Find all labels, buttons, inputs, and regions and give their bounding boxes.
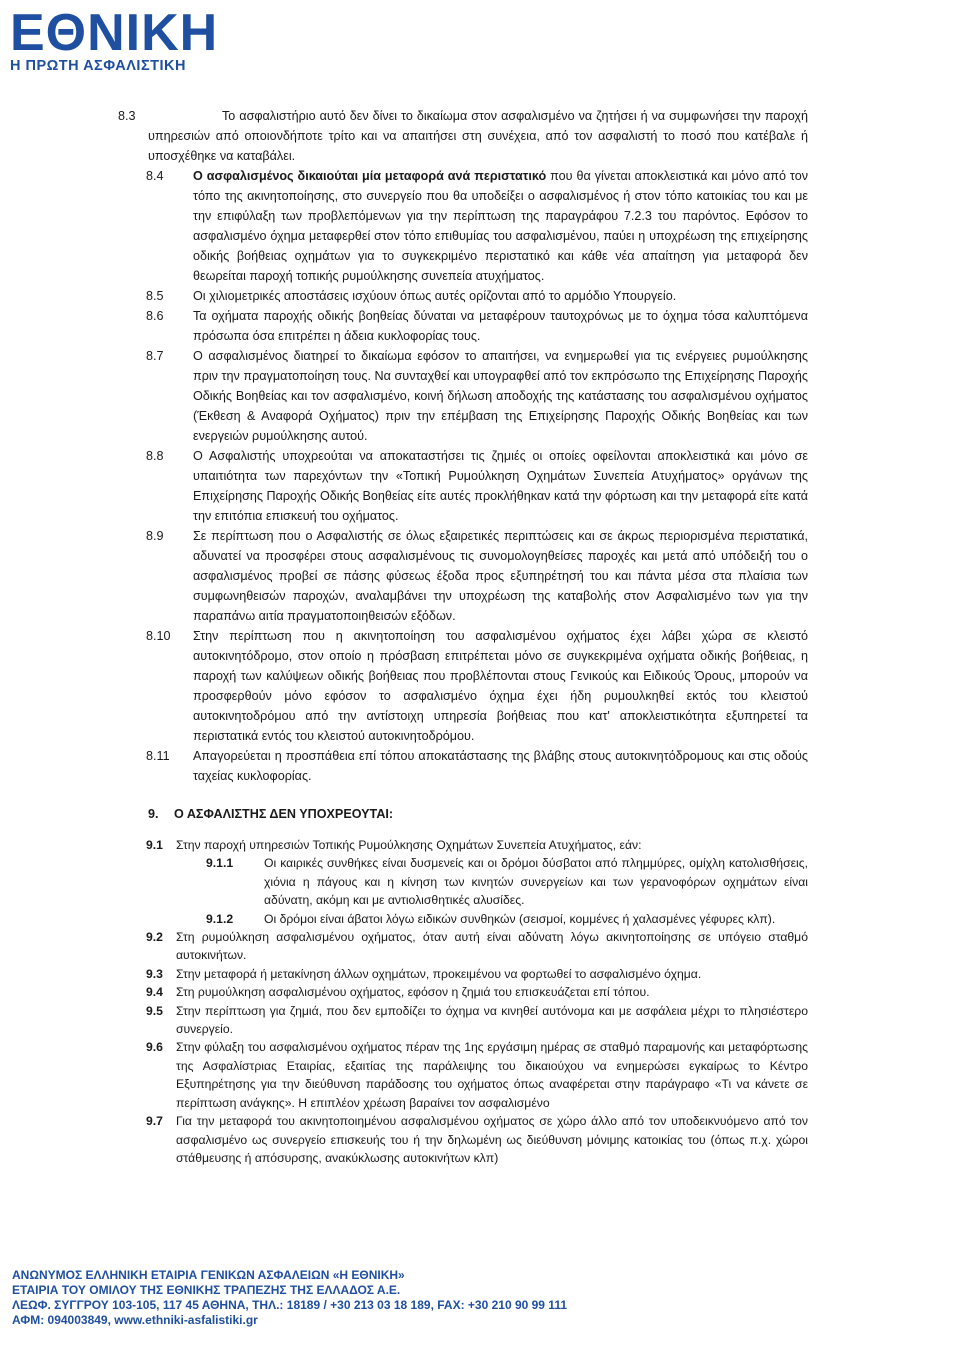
section-9-heading: [118, 804, 808, 824]
paragraph-text: Οι δρόμοι είναι άβατοι λόγω ειδικών συνθηκών (σεισμοί, κομμένες ή χαλασμένες γέφυρες κλπ).: [264, 911, 776, 926]
paragraph-8-11: [118, 746, 808, 786]
paragraph-number: 8.10: [146, 629, 171, 643]
paragraph-number: 9.4: [146, 985, 163, 1000]
paragraph-9-1-1: [206, 854, 808, 909]
paragraph-8-10: [118, 626, 808, 746]
paragraph-text: Στην περίπτωση που η ακινητοποίηση του ασφαλισμένου οχήματος έχει λάβει χώρα σε κλειστό αυτοκινητόδρομο, στον οποίο η πρόσβαση επιτρέπεται μόνο σε συγκεκριμένα οχήματα οδικής βοήθειας, η παροχή των καλύψεων οδικής βοήθειας που προβλέπονται στους Γενικούς και Ειδικούς Όρους, μπορούν να προσφερθούν μόνο εφόσον το ασφαλισμένο όχημα έχει ήδη ρυμουλκηθεί εκτός του κλειστού αυτοκινητοδρόμου από την αντίστοιχη υπηρεσία βοήθειας που κατ' αποκλειστικότητα εξυπηρετεί τα περιστατικά εντός του κλειστού αυτοκινητοδρόμου.: [193, 629, 808, 743]
paragraph-text: Οι χιλιομετρικές αποστάσεις ισχύουν όπως αυτές ορίζονται από το αρμόδιο Υπουργείο.: [193, 289, 677, 303]
paragraph-8-7: [118, 346, 808, 446]
paragraph-emphasis: Ο ασφαλισμένος δικαιούται μία μεταφορά ανά περιστατικό: [193, 169, 547, 183]
company-logo: [10, 6, 218, 74]
company-footer: [12, 1268, 567, 1328]
paragraph-number: 8.11: [146, 749, 170, 763]
paragraph-text: Σε περίπτωση που ο Ασφαλιστής σε όλως εξαιρετικές περιπτώσεις και σε άκρως περιορισμένα περιστατικά, αδυνατεί να προσφέρει στους ασφαλισμένους τις συνομολογηθείσες παροχές και μετά από υπόδειξή του ο ασφαλισμένος προβεί σε πάσης φύσεως έξοδα προς εξυπηρέτησή του και πάντα μέσα στα πλαίσια των συμφωνηθεισών παροχών, αναλαμβάνει την υποχρέωση της καταβολής στον Ασφαλισμένο των για την παραπάνω αιτία πραγματοποιηθεισών εξόδων.: [193, 529, 808, 623]
footer-tax-web: ΑΦΜ: 094003849, www.ethniki-asfalistiki.gr: [12, 1313, 258, 1327]
paragraph-text: Ο ασφαλισμένος διατηρεί το δικαίωμα εφόσον το απαιτήσει, να ενημερωθεί για τις ενέργειες ρυμούλκησης πριν την πραγματοποίηση τους. Να συνταχθεί και υπογραφθεί από τον εκπρόσωπο της Επιχείρησης Παροχής Οδικής Βοηθείας και τον ασφαλισμένο, κοινή δήλωση αποδοχής της κατάστασης του ασφαλισμένου οχήματος (Έκθεση & Αναφορά Οχήματος) πριν την επέμβαση της Επιχείρησης Παροχής Οδικής Βοηθείας και των ενεργειών ρυμούλκησης αυτού.: [193, 349, 808, 443]
paragraph-8-4: [118, 166, 808, 286]
paragraph-text: Στην παροχή υπηρεσιών Τοπικής Ρυμούλκησης Οχημάτων Συνεπεία Ατυχήματος, εάν:: [176, 838, 642, 852]
paragraph-text: Στην μεταφορά ή μετακίνηση άλλων οχημάτων, προκειμένου να φορτωθεί το ασφαλισμένο όχημα.: [176, 966, 702, 981]
paragraph-text: Απαγορεύεται η προσπάθεια επί τόπου αποκατάστασης της βλάβης στους αυτοκινητόδρομους και στις οδούς ταχείας κυκλοφορίας.: [193, 749, 808, 783]
paragraph-number: 8.7: [146, 349, 164, 363]
paragraph-9-1-2: [206, 910, 808, 928]
paragraph-number: 9.5: [146, 1003, 163, 1018]
paragraph-number: 9.6: [146, 1040, 163, 1055]
paragraph-8-6: [118, 306, 808, 346]
paragraph-8-5: [118, 286, 808, 306]
paragraph-9-7: [118, 1112, 808, 1167]
paragraph-text: Στην περίπτωση για ζημιά, που δεν εμποδίζει το όχημα να κινηθεί αυτόνομα και με ασφάλεια μέχρι το πλησιέστερο συνεργείο.: [176, 1003, 808, 1037]
paragraph-number: 8.8: [146, 449, 164, 463]
paragraph-number: 8.6: [146, 309, 164, 323]
paragraph-number: 8.3: [118, 109, 136, 123]
paragraph-text: Στη ρυμούλκηση ασφαλισμένου οχήματος, όταν αυτή είναι αδύνατη λόγω ακινητοποίησης σε υπόγειο σταθμό αυτοκινήτων.: [176, 930, 808, 963]
paragraph-number: 9.1.1: [206, 856, 234, 871]
paragraph-text: Οι καιρικές συνθήκες είναι δυσμενείς και οι δρόμοι δύσβατοι από πλημμύρες, ομίχλη κατολισθήσεις, χιόνια η πάγους και η κίνηση των κινητών συνεργείων και των γερανοφόρων οχημάτων είναι αδύνατη, ακόμη και με αντιολισθητικές αλυσίδες.: [264, 856, 808, 908]
paragraph-9-1: [118, 836, 808, 854]
paragraph-number: 8.9: [146, 529, 164, 543]
section-title: Ο ΑΣΦΑΛΙΣΤΗΣ ΔΕΝ ΥΠΟΧΡΕΟΥΤΑΙ:: [174, 807, 394, 821]
logo-wordmark: ΕΘΝΙΚΗ: [10, 4, 219, 62]
paragraph-number: 9.3: [146, 966, 163, 981]
footer-group-line: ΕΤΑΙΡΙΑ ΤΟΥ ΟΜΙΛΟΥ ΤΗΣ ΕΘΝΙΚΗΣ ΤΡΑΠΕΖΗΣ ΤΗΣ ΕΛΛΑΔΟΣ Α.Ε.: [12, 1283, 401, 1297]
paragraph-8-3: [118, 106, 808, 166]
paragraph-text: Στη ρυμούλκηση ασφαλισμένου οχήματος, εφόσον η ζημιά του επισκευάζεται επί τόπου.: [176, 985, 650, 1000]
paragraph-number: 9.2: [146, 930, 163, 945]
paragraph-8-8: [118, 446, 808, 526]
paragraph-9-6: [118, 1038, 808, 1112]
footer-address: ΛΕΩΦ. ΣΥΓΓΡΟΥ 103-105, 117 45 ΑΘΗΝΑ, ΤΗΛ.: 18189 / +30 213 03 18 189, FAX: +30 210 90 99 111: [12, 1298, 568, 1312]
paragraph-text: Το ασφαλιστήριο αυτό δεν δίνει το δικαίωμα στον ασφαλισμένο να ζητήσει ή να συμφωνήσει την παροχή υπηρεσιών από οποιονδήποτε τρίτο και να απαιτήσει στη συνέχεια, από τον ασφαλιστή το ποσό που κατέβαλε ή υποσχέθηκε να καταβάλει.: [148, 109, 808, 163]
paragraph-number: 9.1: [146, 838, 163, 852]
paragraph-9-4: [118, 983, 808, 1001]
footer-company-name: ΑΝΩΝΥΜΟΣ ΕΛΛΗΝΙΚΗ ΕΤΑΙΡΙΑ ΓΕΝΙΚΩΝ ΑΣΦΑΛΕΙΩΝ «Η ΕΘΝΙΚΗ»: [12, 1268, 405, 1282]
paragraph-number: 8.4: [146, 169, 164, 183]
logo-tagline: Η ΠΡΩΤΗ ΑΣΦΑΛΙΣΤΙΚΗ: [10, 58, 186, 74]
paragraph-text: που θα γίνεται αποκλειστικά και μόνο από τον τόπο της ακινητοποίησης, στο συνεργείο που θα υποδείξει ο ασφαλισμένος ή στον τόπο κατοικίας του και με την επιφύλαξη των προβλεπόμενων για την περίπτωση της παραγράφου 7.2.3 του παρόντος. Εφόσον το ασφαλισμένο όχημα μεταφερθεί στον τόπο επιθυμίας του ασφαλισμένου, παύει η υποχρέωση της επιχείρησης οδικής βοήθειας οχημάτων για το συγκεκριμένο περιστατικό και κάθε νέα απαίτηση για μεταφορά δεν θεωρείται παροχή τοπικής ρυμούλκησης συνεπεία ατυχήματος.: [193, 169, 809, 283]
paragraph-9-2: [118, 928, 808, 965]
paragraph-number: 9.1.2: [206, 911, 234, 926]
paragraph-text: Τα οχήματα παροχής οδικής βοηθείας δύναται να μεταφέρουν ταυτοχρόνως με το όχημα τόσα καλυπτόμενα πρόσωπα όσα επιτρέπει η άδεια κυκλοφορίας τους.: [193, 309, 808, 343]
paragraph-8-9: [118, 526, 808, 626]
paragraph-text: Στην φύλαξη του ασφαλισμένου οχήματος πέραν της 1ης εργάσιμη ημέρας σε σταθμό παραμονής και μεταφόρτωσης της Ασφαλίστριας Εταιρίας, εξαιτίας της παράλειψης του δικαιούχου να ενημερώσει εγκαίρως το Κέντρο Εξυπηρέτησης για την διεύθυνση παράδοσης του οχήματος όπως αναφέρεται στην παράγραφο «Τι να κάνετε σε περίπτωση ανάγκης». Η επιπλέον χρέωση βαραίνει τον ασφαλισμένο: [176, 1040, 808, 1110]
paragraph-number: 9.7: [146, 1114, 163, 1129]
paragraph-text: Ο Ασφαλιστής υποχρεούται να αποκαταστήσει τις ζημιές οι οποίες οφείλονται αποκλειστικά και μόνο σε υπαιτιότητα των παρεχόντων την «Τοπική Ρυμούλκηση Οχημάτων Συνεπεία Ατυχήματος» οργάνων της Επιχείρησης Παροχής Οδικής Βοηθείας είτε αυτές προκλήθηκαν κατά την φόρτωση και την μεταφορά είτε κατά την επιτόπια επισκευή του οχήματος.: [193, 449, 808, 523]
paragraph-9-5: [118, 1002, 808, 1039]
paragraph-9-3: [118, 965, 808, 983]
section-number: 9.: [148, 807, 159, 821]
document-body: [118, 106, 808, 1167]
paragraph-number: 8.5: [146, 289, 164, 303]
paragraph-text: Για την μεταφορά του ακινητοποιημένου ασφαλισμένου οχήματος σε χώρο άλλο από τον υποδεικνυόμενο από τον ασφαλισμένο ως συνεργείο επισκευής του ή την δηλωμένη ως διεύθυνση μόνιμης κατοικίας του (όπως π.χ. χώροι στάθμευσης ή απόσυρσης, ανακύκλωσης αυτοκινήτων κλπ): [176, 1114, 808, 1165]
